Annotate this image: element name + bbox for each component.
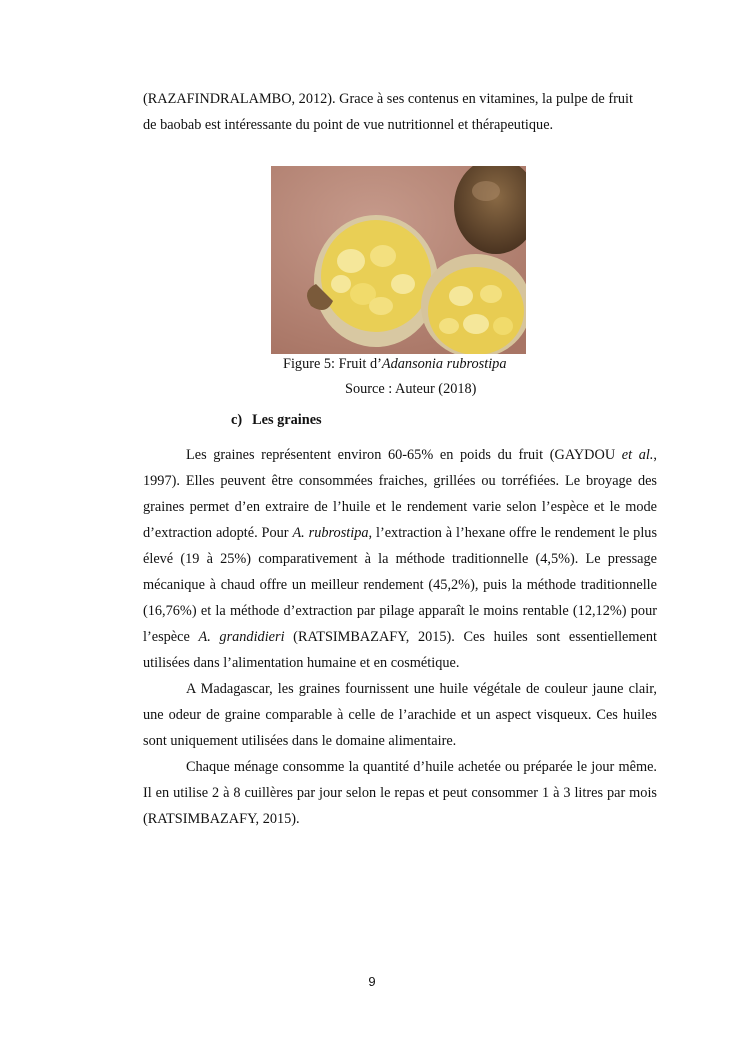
section-heading-title: Les graines (252, 412, 322, 428)
paragraph-intro-line-1: (RAZAFINDRALAMBO, 2012). Grace à ses contenus en vitamines, la pulpe de fruit (143, 91, 633, 107)
citation-et-al: et al. (621, 447, 654, 463)
figure-caption-species: Adansonia rubrostipa (381, 356, 507, 372)
paragraph-household: Chaque ménage consomme la quantité d’huile achetée ou préparée le jour même. Il en utilise 2 à 8 cuillères par jour selon le repas et peut consommer 1 à 3 litres par mois (RATSIMBAZAFY, 2015). (143, 759, 657, 827)
species-name: A. rubrostipa (292, 525, 369, 541)
paragraph-intro (143, 86, 657, 138)
species-name: A. grandidieri (198, 629, 285, 645)
figure-caption (283, 354, 506, 374)
paragraph-seeds-text: , l’extraction à l’hexane offre le rendement le plus élevé (19 à 25%) comparativement à la méthode traditionnelle (4,5%). Le pressage mécanique à chaud offre un meilleur rendement (45,2%), puis la méthode traditionnelle (16,76%) et la méthode d’extraction par pilage apparaît le moins rentable (12,12%) pour l’espèce (143, 525, 658, 645)
baobab-fruit-photo (271, 166, 526, 354)
figure-caption-prefix: Figure 5: Fruit d’ (283, 356, 382, 372)
section-heading (231, 412, 322, 429)
paragraph-seeds-text: Les graines représentent environ 60-65% en poids du fruit (GAYDOU (186, 447, 622, 463)
figure-source: Source : Auteur (2018) (345, 381, 477, 397)
section-heading-number: c) (231, 412, 243, 428)
page-number: 9 (368, 974, 376, 989)
baobab-fruit-illustration (271, 166, 526, 354)
paragraph-seeds (143, 442, 657, 676)
paragraph-intro-line-2: de baobab est intéressante du point de vue nutritionnel et thérapeutique. (143, 117, 554, 133)
paragraph-madagascar: A Madagascar, les graines fournissent une huile végétale de couleur jaune clair, une odeur de graine comparable à celle de l’arachide et un aspect visqueux. Ces huiles sont uniquement utilisées dans le domaine alimentaire. (143, 681, 657, 749)
paragraph-seeds-text: (RATSIMBAZAFY, 2015). Ces huiles sont essentiellement utilisées dans l’alimentation humaine et en cosmétique. (143, 629, 657, 671)
paragraph-seeds-text: , 1997). Elles peuvent être consommées fraiches, grillées ou torréfiées. Le broyage des graines permet d’en extraire de l’huile et le rendement varie selon l’espèce et le mode d’extraction adopté. Pour (143, 447, 657, 541)
